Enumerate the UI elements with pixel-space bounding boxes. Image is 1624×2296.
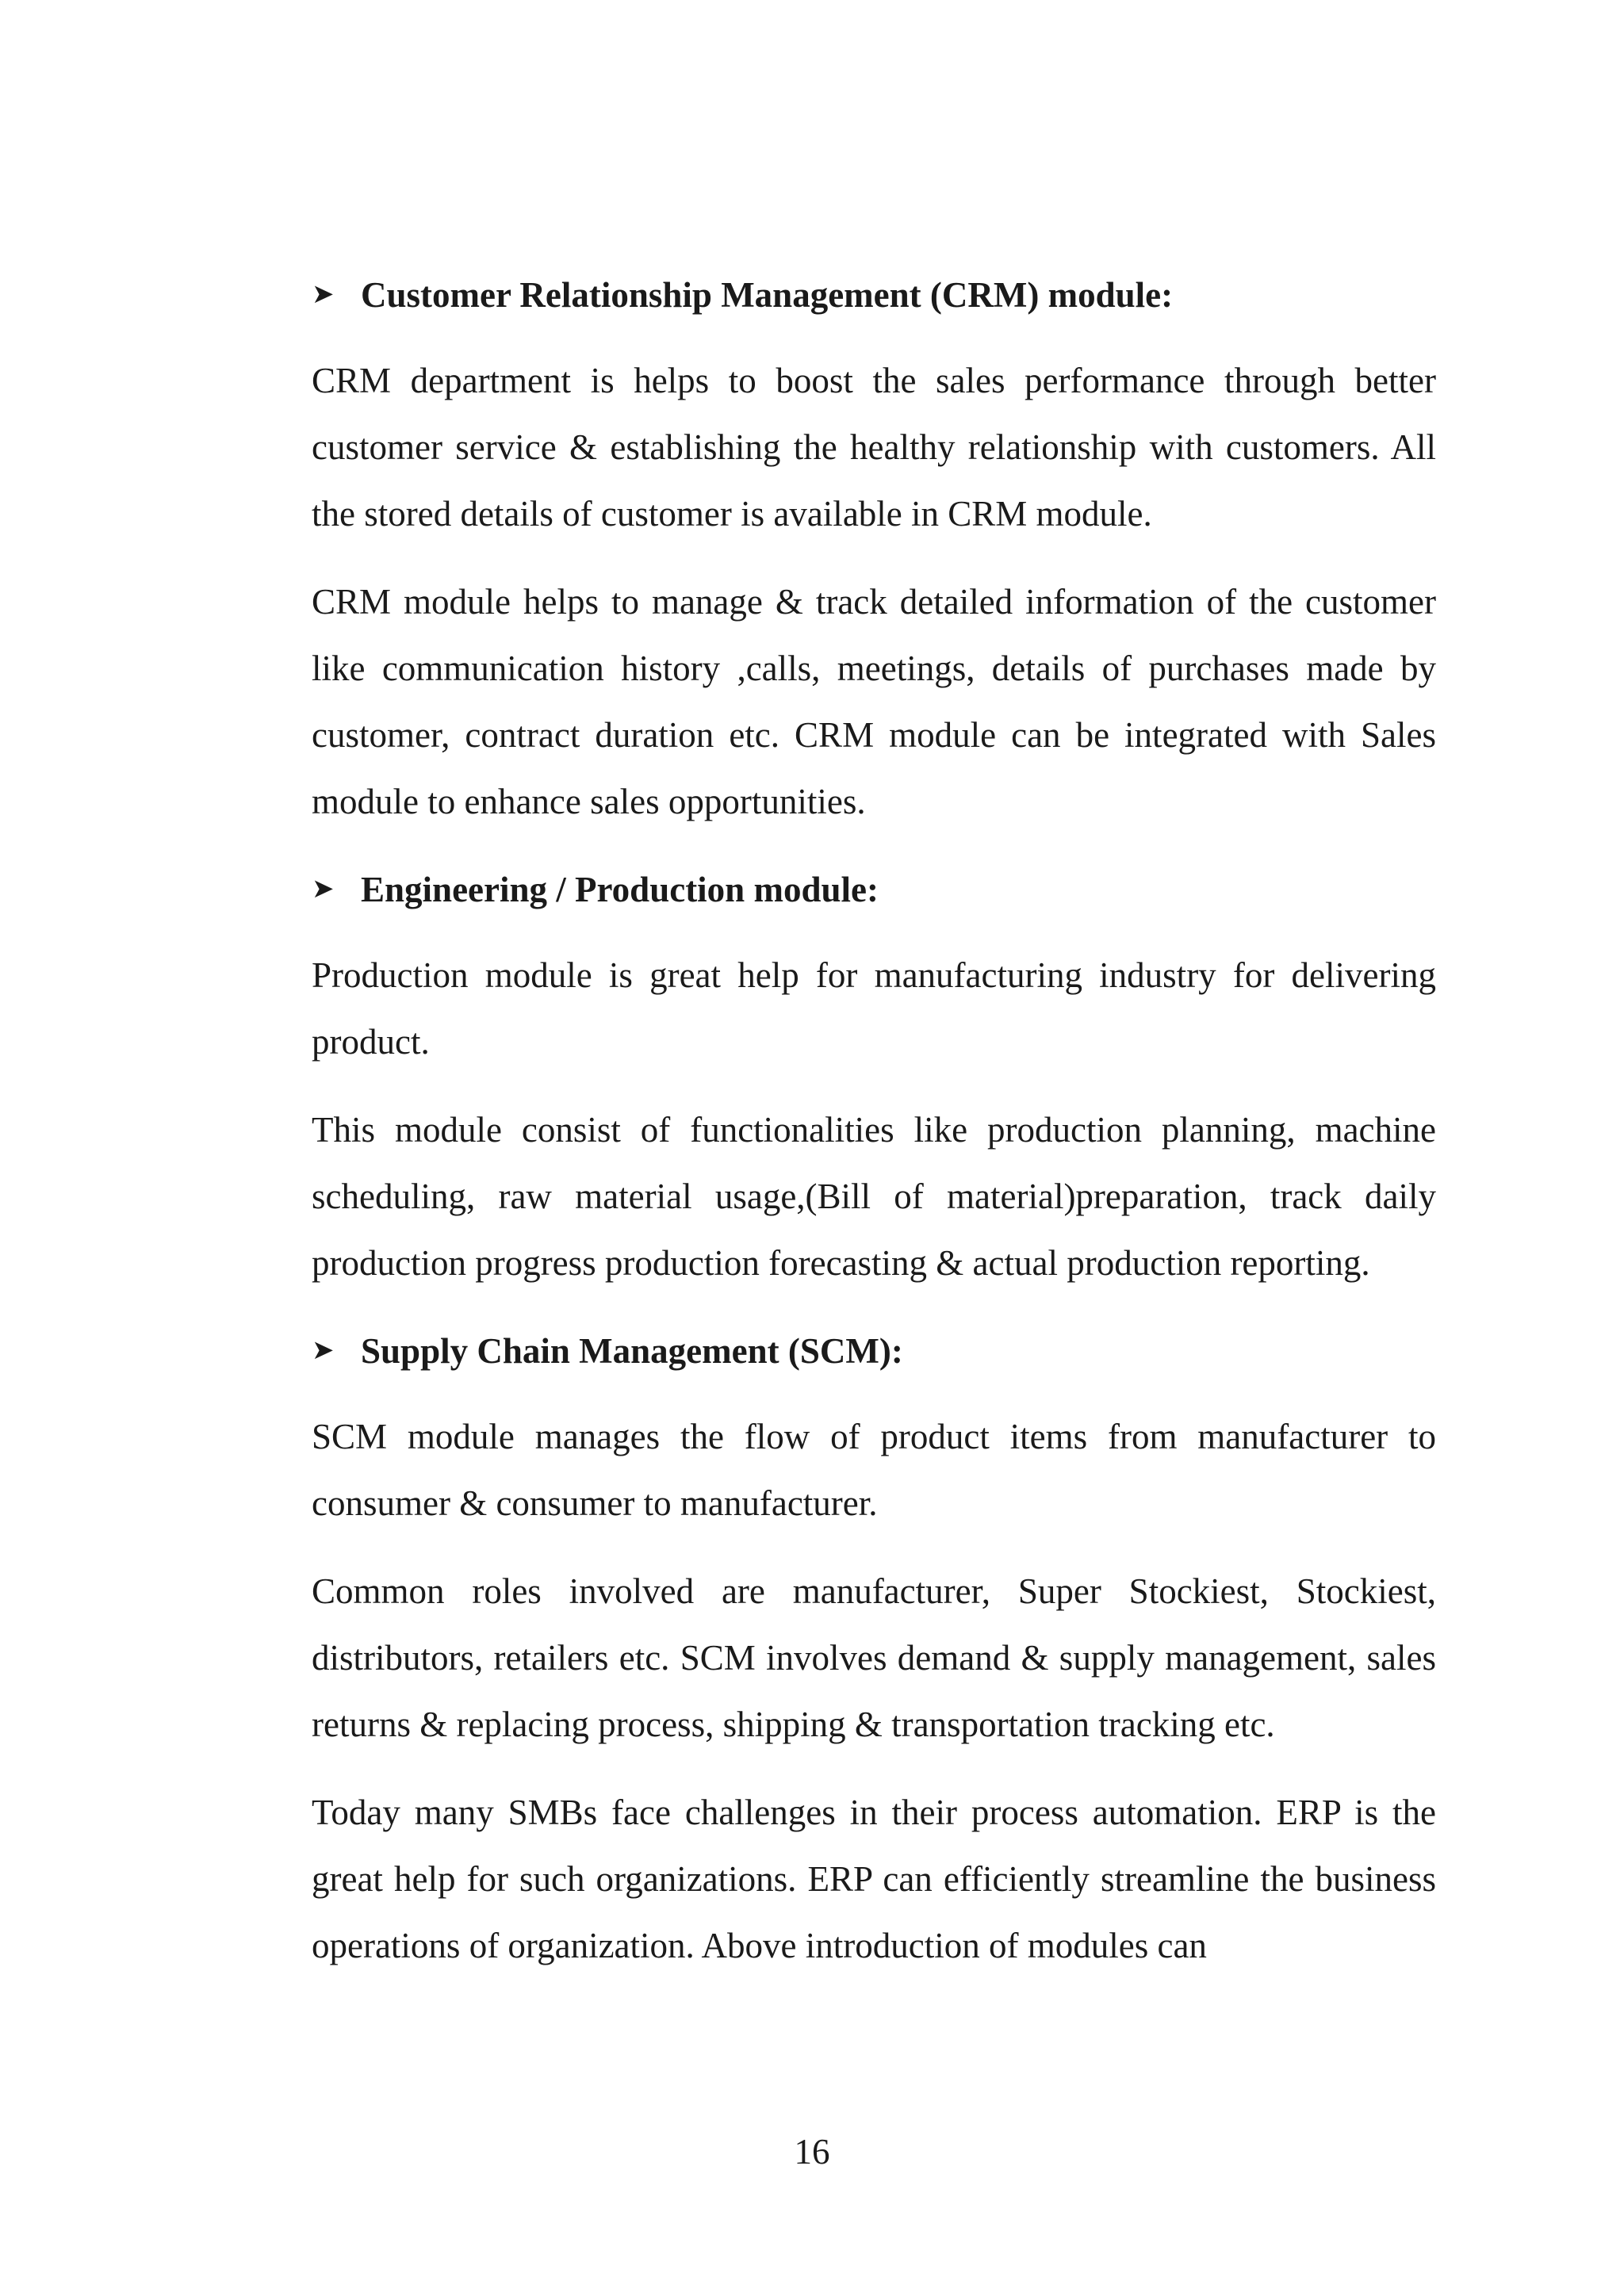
paragraph: Today many SMBs face challenges in their process automation. ERP is the great help for such organizations. ERP can efficiently streamline the business operations of organization. Above introduction of modules can: [312, 1793, 1436, 1965]
paragraph: This module consist of functionalities like production planning, machine scheduling, raw material usage,(Bill of material)preparation, track daily production progress production forecasting & actual production reporting.: [312, 1110, 1436, 1283]
paragraph: SCM module manages the flow of product items from manufacturer to consumer & consumer to manufacturer.: [312, 1417, 1436, 1523]
section-heading-scm: [312, 1318, 1436, 1384]
page-number: 16: [794, 2132, 830, 2172]
arrow-bullet-icon: ➤: [312, 874, 335, 904]
page-content: [312, 262, 1436, 2000]
arrow-bullet-icon: ➤: [312, 1336, 335, 1365]
arrow-bullet-icon: ➤: [312, 280, 335, 309]
paragraph: CRM module helps to manage & track detailed information of the customer like communication history ,calls, meetings, details of purchases made by customer, contract duration etc. CRM module can be integrated with Sales module to enhance sales opportunities.: [312, 582, 1436, 821]
paragraph: CRM department is helps to boost the sales performance through better customer service & establishing the healthy relationship with customers. All the stored details of customer is available in CRM module.: [312, 361, 1436, 534]
heading-text: Engineering / Production module:: [361, 870, 879, 909]
section-heading-crm: [312, 262, 1436, 328]
heading-text: Supply Chain Management (SCM):: [361, 1331, 903, 1371]
heading-text: Customer Relationship Management (CRM) module:: [361, 275, 1174, 315]
paragraph: Common roles involved are manufacturer, Super Stockiest, Stockiest, distributors, retailers etc. SCM involves demand & supply management, sales returns & replacing process, shipping & transportation tracking etc.: [312, 1571, 1436, 1744]
section-heading-production: [312, 856, 1436, 923]
paragraph: Production module is great help for manufacturing industry for delivering product.: [312, 955, 1436, 1062]
